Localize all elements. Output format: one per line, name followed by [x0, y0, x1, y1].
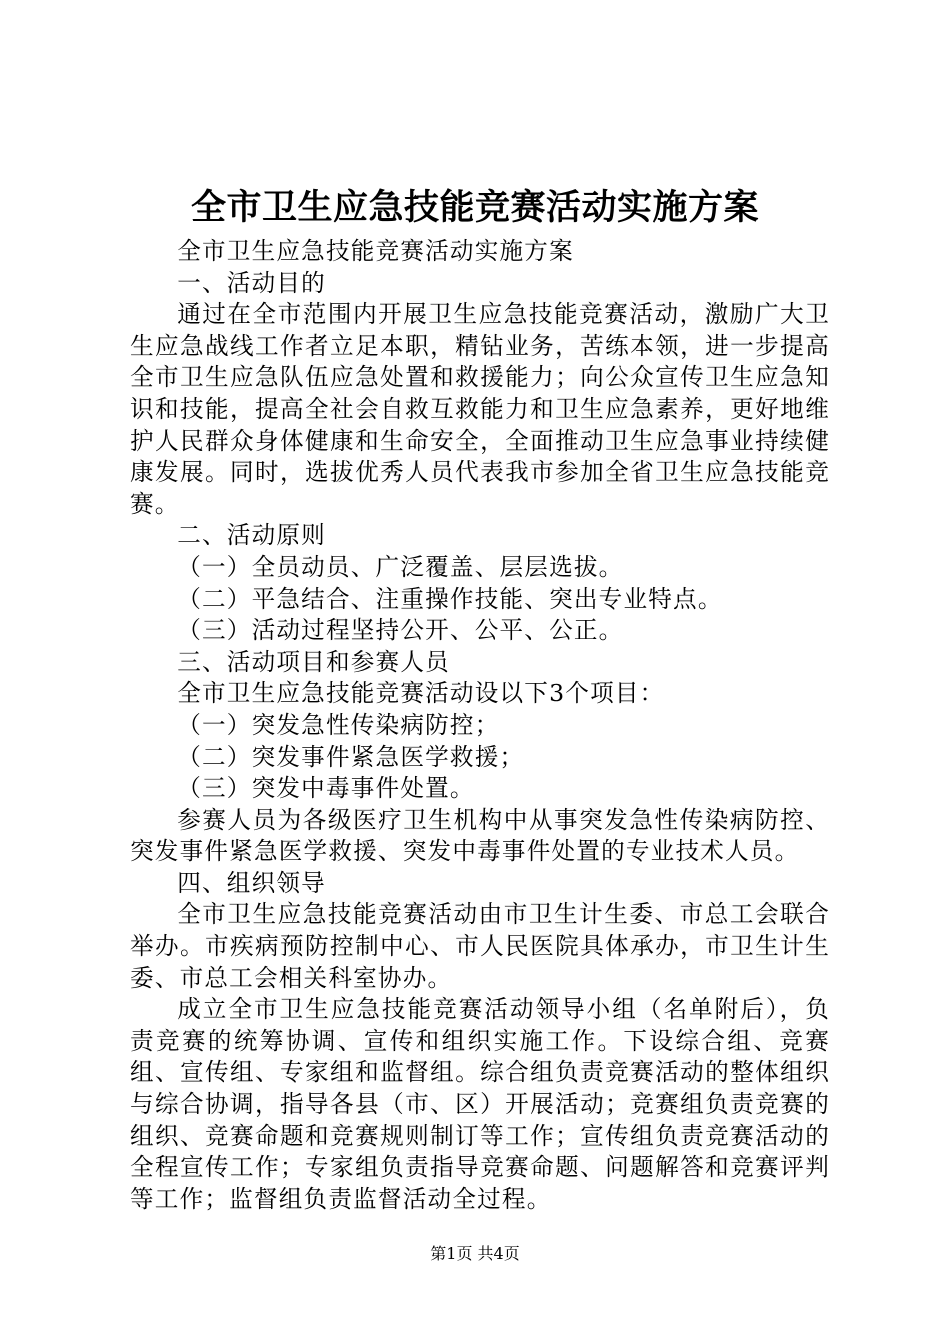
section-heading-items: 三、活动项目和参赛人员	[177, 647, 450, 676]
page-number-footer: 第1页 共4页	[430, 1244, 520, 1263]
paragraph-subtitle: 全市卫生应急技能竞赛活动实施方案	[177, 237, 574, 265]
paragraph-organizers: 全市卫生应急技能竞赛活动由市卫生计生委、市总工会联合举办。市疾病预防控制中心、市人民医院具体承办，市卫生计生委、市总工会相关科室协办。	[130, 900, 830, 992]
paragraph-participants: 参赛人员为各级医疗卫生机构中从事突发急性传染病防控、突发事件紧急医学救援、突发中毒事件处置的专业技术人员。	[130, 805, 830, 866]
paragraph-items-intro: 全市卫生应急技能竞赛活动设以下3个项目：	[177, 679, 665, 708]
section-heading-purpose: 一、活动目的	[177, 268, 326, 297]
paragraph-leadership-group: 成立全市卫生应急技能竞赛活动领导小组（名单附后），负责竞赛的统筹协调、宣传和组织实施工作。下设综合组、竞赛组、宣传组、专家组和监督组。综合组负责竞赛活动的整体组织与综合协调，指导各县（市、区）开展活动；竞赛组负责竞赛的组织、竞赛命题和竞赛规则制订等工作；宣传组负责竞赛活动的全程宣传工作；专家组负责指导竞赛命题、问题解答和竞赛评判等工作；监督组负责监督活动全过程。	[130, 995, 830, 1213]
list-item-principle-2: （二）平急结合、注重操作技能、突出专业特点。	[177, 584, 723, 613]
list-item-project-1: （一）突发急性传染病防控；	[177, 710, 500, 739]
document-title: 全市卫生应急技能竞赛活动实施方案	[190, 187, 759, 228]
section-heading-principles: 二、活动原则	[177, 521, 326, 550]
section-heading-leadership: 四、组织领导	[177, 868, 326, 897]
document-body	[130, 236, 830, 1215]
list-item-project-2: （二）突发事件紧急医学救援；	[177, 742, 525, 771]
list-item-project-3: （三）突发中毒事件处置。	[177, 774, 475, 803]
paragraph-purpose: 通过在全市范围内开展卫生应急技能竞赛活动，激励广大卫生应急战线工作者立足本职，精钻业务，苦练本领，进一步提高全市卫生应急队伍应急处置和救援能力；向公众宣传卫生应急知识和技能，提高全社会自救互救能力和卫生应急素养，更好地维护人民群众身体健康和生命安全，全面推动卫生应急事业持续健康发展。同时，选拔优秀人员代表我市参加全省卫生应急技能竞赛。	[130, 300, 830, 518]
list-item-principle-1: （一）全员动员、广泛覆盖、层层选拔。	[177, 552, 624, 581]
list-item-principle-3: （三）活动过程坚持公开、公平、公正。	[177, 616, 624, 645]
